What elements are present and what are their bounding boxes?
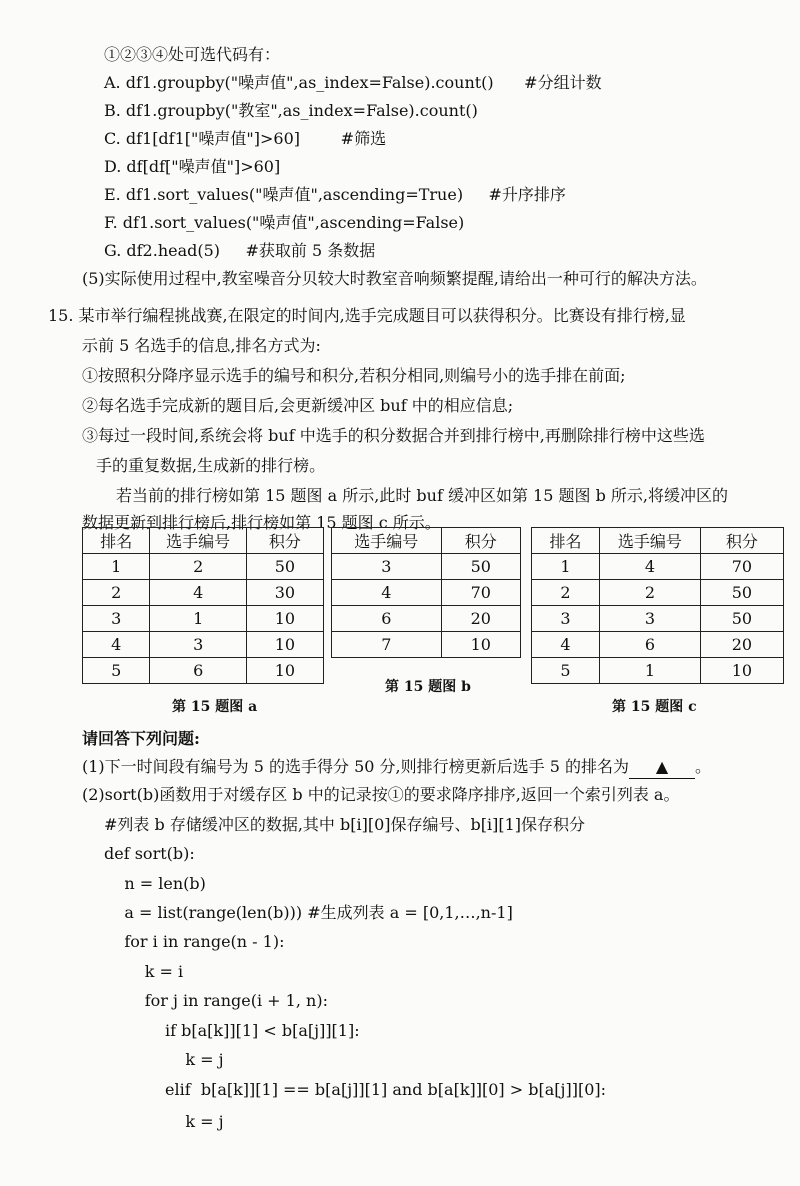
caption-a: 第 15 题图 a [172,699,258,715]
option-line: G. df2.head(5) #获取前 5 条数据 [104,241,376,260]
table-row [532,606,784,632]
table-cell: 50 [700,580,783,606]
table-cell: 4 [532,632,600,658]
table-cell: 70 [700,554,783,580]
table-figure-c [531,527,784,684]
table-figure-b [331,527,521,658]
question-1 [82,756,711,779]
table-row [332,606,521,632]
code-line: n = len(b) [104,874,206,893]
option-line: B. df1.groupby("教室",as_index=False).count() [104,101,478,120]
table-cell: 4 [150,580,246,606]
code-line: elif b[a[k]][1] == b[a[j]][1] and b[a[k]][0] > b[a[j]][0]: [104,1080,607,1099]
code-line: k = j [104,1112,224,1131]
table-header: 排名 [532,528,600,554]
question-5: (5)实际使用过程中,教室噪音分贝较大时教室音响频繁提醒,请给出一种可行的解决方法。 [82,269,707,288]
table-cell: 3 [332,554,442,580]
code-line: a = list(range(len(b))) #生成列表 a = [0,1,…,n-1] [104,903,513,922]
code-line: k = j [104,1050,224,1069]
question-15-line: ③每过一段时间,系统会将 buf 中选手的积分数据合并到排行榜中,再删除排行榜中这些选 [82,426,705,445]
table-cell: 5 [532,658,600,684]
code-line: if b[a[k]][1] < b[a[j]][1]: [104,1021,360,1040]
table-cell: 4 [83,632,150,658]
table-cell: 70 [441,580,520,606]
code-line: for j in range(i + 1, n): [104,991,328,1010]
option-line: ①②③④处可选代码有： [104,45,281,64]
code-line: for i in range(n - 1): [104,932,285,951]
code-line: k = i [104,962,184,981]
question-15-line: 手的重复数据,生成新的排行榜。 [96,456,326,475]
table-cell: 6 [150,658,246,684]
table-cell: 50 [246,554,323,580]
table-cell: 4 [332,580,442,606]
option-line: C. df1[df1["噪声值"]>60] #筛选 [104,129,387,148]
table-cell: 3 [83,606,150,632]
table-row [83,606,324,632]
table-cell: 3 [150,632,246,658]
table-header: 积分 [441,528,520,554]
table-row [83,580,324,606]
option-line: A. df1.groupby("噪声值",as_index=False).count() #分组计数 [104,73,602,92]
table-cell: 30 [246,580,323,606]
question-15-line: 示前 5 名选手的信息,排名方式为: [82,336,321,355]
table-cell: 2 [532,580,600,606]
question-1-text: (1)下一时间段有编号为 5 的选手得分 50 分,则排行榜更新后选手 5 的排名为 [82,757,629,776]
table-header: 排名 [83,528,150,554]
table-row [532,658,784,684]
table-row [532,554,784,580]
answer-blank: ▲ [629,756,695,779]
question-15-line: 数据更新到排行榜后,排行榜如第 15 题图 c 所示。 [82,513,441,532]
table-cell: 20 [441,606,520,632]
table-cell: 50 [700,606,783,632]
table-figure-a [82,527,324,684]
table-cell: 2 [600,580,701,606]
table-header: 积分 [246,528,323,554]
table-cell: 1 [532,554,600,580]
table-cell: 7 [332,632,442,658]
questions-intro: 请回答下列问题: [82,729,200,748]
table-header: 积分 [700,528,783,554]
question-15-line: 若当前的排行榜如第 15 题图 a 所示,此时 buf 缓冲区如第 15 题图 b 所示,将缓冲区的 [116,486,729,505]
table-cell: 3 [532,606,600,632]
question-2: (2)sort(b)函数用于对缓存区 b 中的记录按①的要求降序排序,返回一个索引列表 a。 [82,785,680,804]
table-cell: 6 [600,632,701,658]
question-15-line: 15. 某市举行编程挑战赛,在限定的时间内,选手完成题目可以获得积分。比赛设有排行榜,显 [48,306,686,325]
table-cell: 1 [150,606,246,632]
code-line: def sort(b): [104,844,195,863]
table-cell: 1 [600,658,701,684]
code-line: #列表 b 存储缓冲区的数据,其中 b[i][0]保存编号、b[i][1]保存积分 [104,815,586,834]
table-header: 选手编号 [150,528,246,554]
question-1-end: 。 [695,757,712,776]
table-cell: 4 [600,554,701,580]
table-cell: 10 [246,658,323,684]
question-15-line: ①按照积分降序显示选手的编号和积分,若积分相同,则编号小的选手排在前面; [82,366,626,385]
table-cell: 2 [83,580,150,606]
table-row [332,632,521,658]
option-line: E. df1.sort_values("噪声值",ascending=True) #升序排序 [104,185,566,204]
table-cell: 6 [332,606,442,632]
table-cell: 5 [83,658,150,684]
table-cell: 10 [700,658,783,684]
table-row [532,632,784,658]
table-cell: 2 [150,554,246,580]
table-cell: 1 [83,554,150,580]
table-cell: 10 [246,606,323,632]
table-row [532,580,784,606]
table-cell: 50 [441,554,520,580]
option-line: D. df[df["噪声值"]>60] [104,157,281,176]
caption-b: 第 15 题图 b [385,679,471,695]
table-row [83,554,324,580]
table-header: 选手编号 [600,528,701,554]
table-row [332,580,521,606]
table-cell: 10 [441,632,520,658]
question-15-line: ②每名选手完成新的题目后,会更新缓冲区 buf 中的相应信息; [82,396,514,415]
table-cell: 3 [600,606,701,632]
table-header: 选手编号 [332,528,442,554]
table-row [83,632,324,658]
table-row [332,554,521,580]
table-cell: 20 [700,632,783,658]
table-cell: 10 [246,632,323,658]
table-row [83,658,324,684]
caption-c: 第 15 题图 c [612,699,697,715]
option-line: F. df1.sort_values("噪声值",ascending=False) [104,213,465,232]
